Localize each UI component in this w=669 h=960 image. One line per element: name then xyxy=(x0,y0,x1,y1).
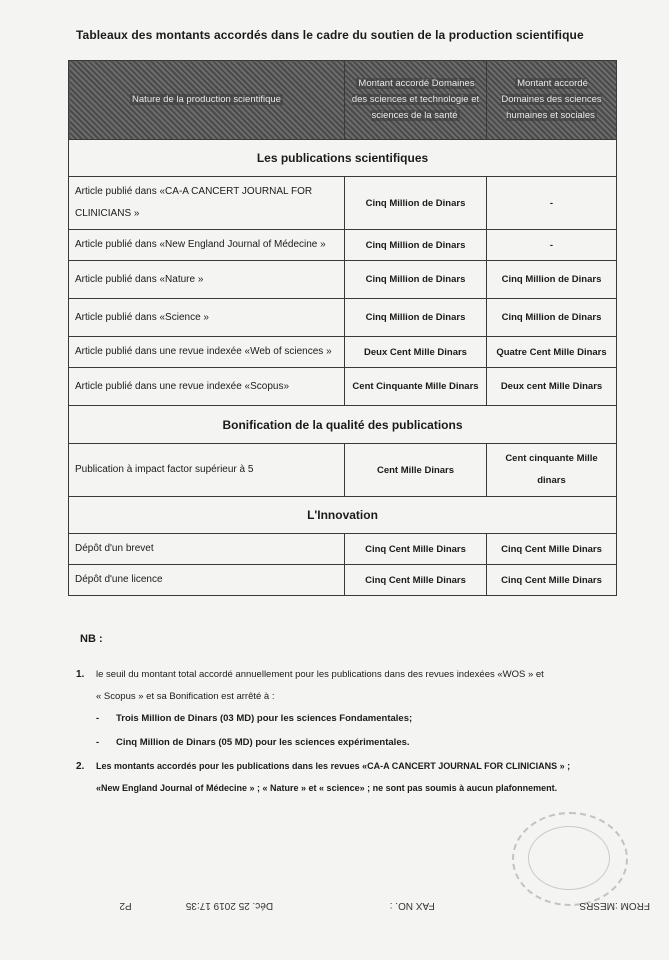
amount-sciences-humaines: Cinq Million de Dinars xyxy=(487,299,617,337)
amount-sciences-technologie: Cent Cinquante Mille Dinars xyxy=(345,368,487,406)
header-sciences-technologie: Montant accordé Domaines des sciences et technologie et sciences de la santé xyxy=(345,61,487,140)
table-row xyxy=(69,337,617,368)
section-header: Bonification de la qualité des publications xyxy=(69,406,617,444)
note-1-bullet-marker: - xyxy=(96,737,100,748)
row-label: Article publié dans «CA-A CANCERT JOURNAL FOR CLINICIANS » xyxy=(69,177,345,230)
row-label: Article publié dans une revue indexée «Web of sciences » xyxy=(69,337,345,368)
amount-sciences-humaines: - xyxy=(487,177,617,230)
fax-from: FROM :MESRS xyxy=(579,900,650,911)
row-label: Publication à impact factor supérieur à 5 xyxy=(69,444,345,497)
note-1-line-2: « Scopus » et sa Bonification est arrêté à : xyxy=(96,691,275,702)
amount-sciences-humaines: Cinq Cent Mille Dinars xyxy=(487,534,617,565)
row-label: Article publié dans «Nature » xyxy=(69,261,345,299)
table-row xyxy=(69,261,617,299)
section-header: Les publications scientifiques xyxy=(69,140,617,177)
amount-sciences-humaines: Quatre Cent Mille Dinars xyxy=(487,337,617,368)
note-number: 2. xyxy=(76,761,85,772)
amount-sciences-technologie: Cent Mille Dinars xyxy=(345,444,487,497)
amount-sciences-technologie: Cinq Million de Dinars xyxy=(345,261,487,299)
section-header: L'Innovation xyxy=(69,497,617,534)
header-nature: Nature de la production scientifique xyxy=(69,61,345,140)
amount-sciences-technologie: Deux Cent Mille Dinars xyxy=(345,337,487,368)
note-1-line-1: le seuil du montant total accordé annuellement pour les publications dans des revues indexées «WOS » et xyxy=(96,669,544,680)
amount-sciences-humaines: Cinq Million de Dinars xyxy=(487,261,617,299)
table-row xyxy=(69,299,617,337)
fax-date: Déc. 25 2019 17:35 xyxy=(185,900,274,911)
document-title: Tableaux des montants accordés dans le cadre du soutien de la production scientifique xyxy=(76,28,584,42)
amounts-table xyxy=(68,60,617,596)
fax-page: P2 xyxy=(119,900,132,911)
row-label: Dépôt d'un brevet xyxy=(69,534,345,565)
note-1-bullet-1: Trois Million de Dinars (03 MD) pour les sciences Fondamentales; xyxy=(116,713,413,724)
note-1-bullet-2: Cinq Million de Dinars (05 MD) pour les sciences expérimentales. xyxy=(116,737,410,748)
table-header-row xyxy=(69,61,617,140)
note-number: 1. xyxy=(76,669,85,680)
row-label: Article publié dans «New England Journal of Médecine » xyxy=(69,230,345,261)
fax-number: FAX NO. : xyxy=(389,900,435,911)
amount-sciences-humaines: Cinq Cent Mille Dinars xyxy=(487,565,617,596)
official-stamp-inner xyxy=(528,826,610,890)
table-row xyxy=(69,444,617,497)
note-1-bullet-marker: - xyxy=(96,713,100,724)
note-2-line-1: Les montants accordés pour les publications dans les revues «CA-A CANCERT JOURNAL FOR CLINICIANS » ; xyxy=(96,761,571,771)
table-row xyxy=(69,565,617,596)
table-row xyxy=(69,368,617,406)
amount-sciences-humaines: - xyxy=(487,230,617,261)
amount-sciences-humaines: Deux cent Mille Dinars xyxy=(487,368,617,406)
table-row xyxy=(69,230,617,261)
header-sciences-humaines: Montant accordé Domaines des sciences humaines et sociales xyxy=(487,61,617,140)
amount-sciences-humaines: Cent cinquante Mille dinars xyxy=(487,444,617,497)
table-row xyxy=(69,177,617,230)
note-2-line-2: «New England Journal of Médecine » ; « Nature » et « science» ; ne sont pas soumis à aucun plafonnement. xyxy=(96,783,558,793)
amount-sciences-technologie: Cinq Million de Dinars xyxy=(345,177,487,230)
amount-sciences-technologie: Cinq Cent Mille Dinars xyxy=(345,534,487,565)
row-label: Article publié dans une revue indexée «Scopus» xyxy=(69,368,345,406)
nb-heading: NB : xyxy=(80,633,103,645)
amount-sciences-technologie: Cinq Million de Dinars xyxy=(345,299,487,337)
amount-sciences-technologie: Cinq Cent Mille Dinars xyxy=(345,565,487,596)
amount-sciences-technologie: Cinq Million de Dinars xyxy=(345,230,487,261)
table-row xyxy=(69,534,617,565)
row-label: Dépôt d'une licence xyxy=(69,565,345,596)
row-label: Article publié dans «Science » xyxy=(69,299,345,337)
fax-footer xyxy=(70,900,650,911)
